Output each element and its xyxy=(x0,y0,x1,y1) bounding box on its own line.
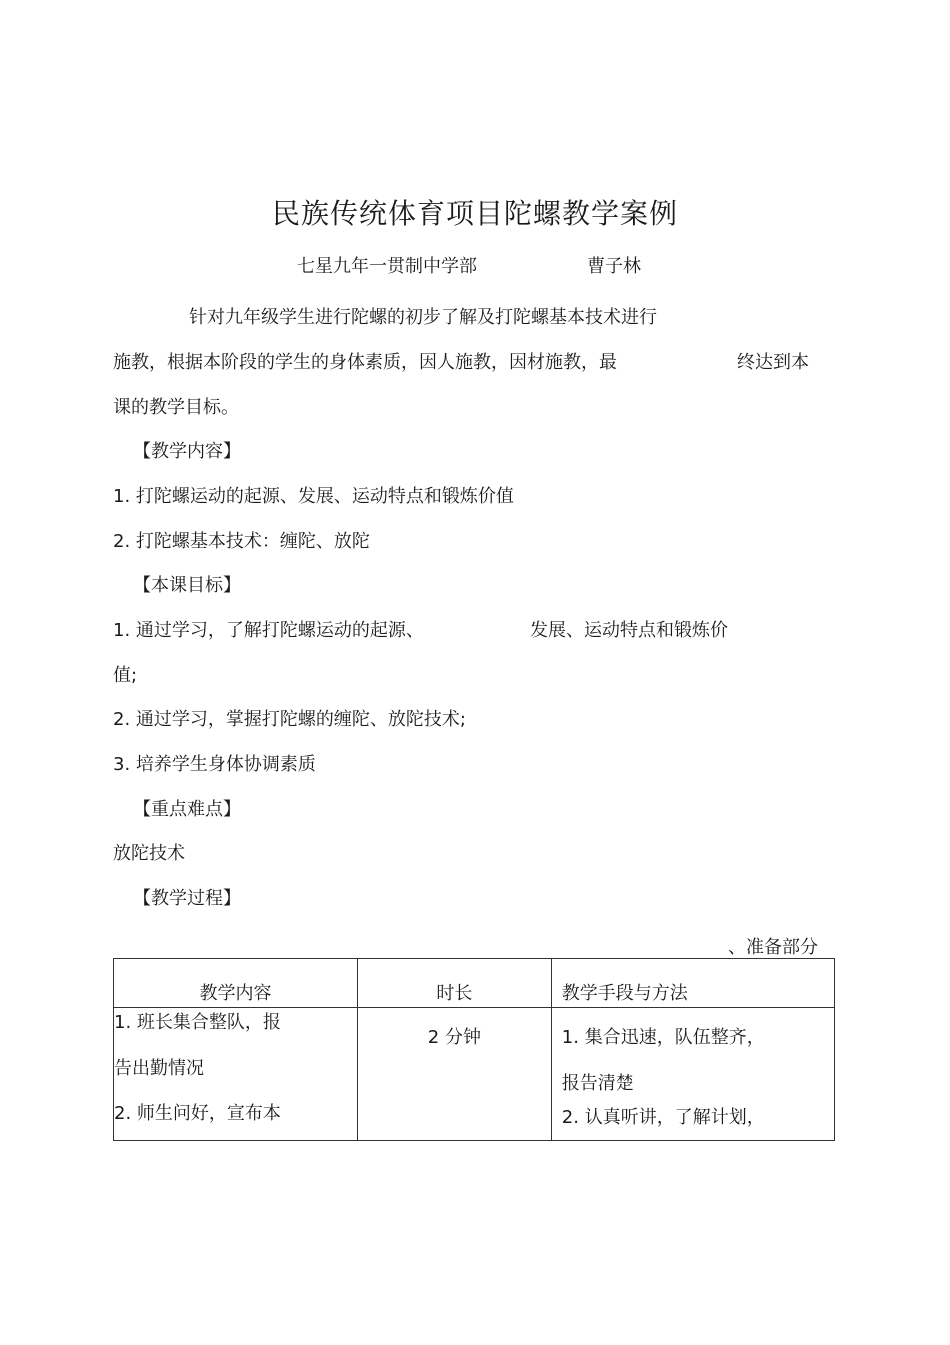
header-method: 教学手段与方法 xyxy=(551,959,834,1008)
content-line-1: 1. 班长集合整队，报 xyxy=(114,1012,281,1033)
goal-1b: 发展、运动特点和锻炼价 xyxy=(530,620,728,641)
content-line-2: 告出勤情况 xyxy=(114,1057,204,1079)
part-label: 、准备部分 xyxy=(728,937,818,958)
content-item-2: 2. 打陀螺基本技术：缠陀、放陀 xyxy=(113,531,370,552)
table-header-row xyxy=(114,959,835,1008)
method-line-1: 1. 集合迅速，队伍整齐， xyxy=(561,1027,765,1048)
process-table xyxy=(113,958,835,1141)
author-name: 曹子林 xyxy=(587,256,641,277)
content-line-3: 2. 师生问好，宣布本 xyxy=(114,1103,281,1125)
method-line-2: 报告清楚 xyxy=(561,1072,634,1094)
intro-line-3: 课的教学目标。 xyxy=(113,397,239,418)
header-duration: 时长 xyxy=(358,959,552,1008)
goal-3: 3. 培养学生身体协调素质 xyxy=(113,754,316,775)
cell-duration xyxy=(358,1008,552,1141)
cell-method xyxy=(551,1008,834,1141)
goals-heading: 【本课目标】 xyxy=(133,575,241,596)
process-heading: 【教学过程】 xyxy=(133,888,241,909)
key-text: 放陀技术 xyxy=(113,843,185,864)
content-item-1: 1. 打陀螺运动的起源、发展、运动特点和锻炼价值 xyxy=(113,486,514,507)
header-content: 教学内容 xyxy=(114,959,358,1008)
key-heading: 【重点难点】 xyxy=(133,799,241,820)
intro-line-2a: 施教，根据本阶段的学生的身体素质，因人施教，因材施教，最 xyxy=(113,352,617,373)
method-line-3: 2. 认真听讲，了解计划， xyxy=(561,1107,765,1129)
school-name: 七星九年一贯制中学部 xyxy=(297,256,477,277)
duration-text: 2 分钟 xyxy=(427,1027,481,1048)
intro-line-1: 针对九年级学生进行陀螺的初步了解及打陀螺基本技术进行 xyxy=(189,307,657,328)
content-heading: 【教学内容】 xyxy=(133,441,241,462)
goal-2: 2. 通过学习，掌握打陀螺的缠陀、放陀技术; xyxy=(113,709,466,730)
document-title: 民族传统体育项目陀螺教学案例 xyxy=(271,197,678,230)
cell-content xyxy=(114,1008,358,1141)
table-row xyxy=(114,1008,835,1141)
intro-line-2b: 终达到本 xyxy=(737,352,809,373)
goal-1c: 值; xyxy=(113,665,138,686)
goal-1a: 1. 通过学习，了解打陀螺运动的起源、 xyxy=(113,620,424,641)
